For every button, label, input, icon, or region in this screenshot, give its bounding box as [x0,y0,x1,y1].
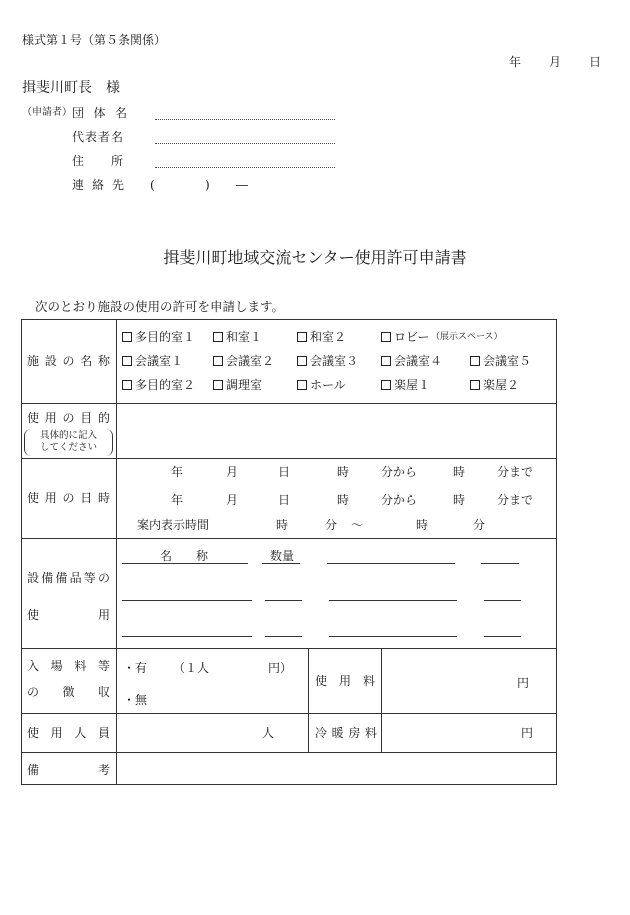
remarks-field[interactable] [118,753,556,784]
facility-option-label: 多目的室２ [135,378,196,392]
equipment-name-field[interactable] [327,549,455,564]
org-name-field[interactable] [155,105,335,120]
facility-option-label: 和室１ [226,330,263,344]
admission-yes-option[interactable]: ・有 [123,661,148,675]
date2-start-minute: 分から [381,493,418,507]
checkbox-meeting-1[interactable] [122,356,132,366]
checkbox-hall[interactable] [297,380,307,390]
admission-amount-field[interactable] [212,660,266,676]
date2-day: 日 [278,493,291,507]
checkbox-meeting-2[interactable] [213,356,223,366]
users-count-field[interactable] [118,714,258,752]
checkbox-meeting-3[interactable] [297,356,307,366]
facility-option-label: 調理室 [226,378,263,392]
row-divider [21,648,557,649]
facility-option-label: 会議室４ [394,354,443,368]
lobby-note: （展示スペース） [431,332,503,342]
representative-field[interactable] [155,129,335,144]
date-year-label: 年 [509,55,522,69]
date-month-label: 月 [549,55,562,69]
guide-display-time-label: 案内表示時間 [137,518,210,532]
checkbox-meeting-5[interactable] [470,356,480,366]
users-label: 使 用 人 員 [27,726,110,740]
aircon-fee-field[interactable] [383,714,517,752]
checkbox-meeting-4[interactable] [381,356,391,366]
facility-option-label: 多目的室１ [135,330,196,344]
facility-option-label: 会議室２ [226,354,275,368]
facility-option-label: 楽屋２ [483,378,520,392]
guide-start-minute: 分 [325,518,338,532]
purpose-note-line1: 具体的に記入 [39,430,97,441]
date1-end-hour: 時 [453,465,466,479]
contact-dash: ― [236,178,248,192]
form-number: 様式第１号（第５条関係） [22,33,167,47]
equipment-qty-field[interactable] [484,586,521,601]
equipment-name-field[interactable] [122,586,252,601]
label-column-divider [116,319,117,785]
address-label: 住 所 [72,154,123,168]
facility-option-label: 会議室３ [310,354,359,368]
facility-label: 施 設 の 名 称 [27,354,110,368]
checkbox-kitchen[interactable] [213,380,223,390]
admission-yen-close: 円） [268,661,293,675]
date1-end-minute: 分まで [497,465,534,479]
checkbox-washitsu-1[interactable] [213,332,223,342]
purpose-note-line2: してください [39,442,97,453]
checkbox-multipurpose-1[interactable] [122,332,132,342]
date1-start-minute: 分から [381,465,418,479]
guide-tilde: ～ [351,518,364,532]
checkbox-dressing-room-1[interactable] [381,380,391,390]
date1-start-hour: 時 [337,465,350,479]
equipment-name-header: 名 称 [160,549,209,563]
addressee: 揖斐川町長 様 [22,80,120,96]
remarks-label: 備 考 [27,763,110,777]
users-unit: 人 [262,726,275,740]
org-name-label: 団 体 名 [72,106,127,120]
contact-close-paren: ) [205,178,210,192]
checkbox-multipurpose-2[interactable] [122,380,132,390]
admission-no-option[interactable]: ・無 [123,693,148,707]
guide-end-minute: 分 [473,518,486,532]
equipment-qty-field[interactable] [265,586,302,601]
checkbox-lobby[interactable] [381,332,391,342]
facility-option-label: 会議室５ [483,354,532,368]
date2-end-hour: 時 [453,493,466,507]
date1-month: 月 [226,465,239,479]
purpose-label: 使 用 の 目 的 [27,411,110,425]
usage-fee-label: 使 用 料 [315,674,375,688]
date2-start-hour: 時 [337,493,350,507]
admission-label-line1: 入 場 料 等 [27,659,110,673]
equipment-label-line2: 使 用 [27,608,110,622]
row-divider [21,458,557,459]
applicant-prefix: （申請者） [22,107,72,118]
equipment-qty-field[interactable] [481,549,519,564]
checkbox-dressing-room-2[interactable] [470,380,480,390]
equipment-name-underline [122,549,248,564]
guide-end-hour: 時 [416,518,429,532]
facility-option-label: ロビー [394,330,430,344]
equipment-qty-field[interactable] [484,622,521,637]
date1-year: 年 [171,465,184,479]
fee-column-divider [381,648,382,752]
equipment-label-line1: 設備備品等の [27,571,110,585]
equipment-name-field[interactable] [329,622,457,637]
date-day-label: 日 [589,55,602,69]
equipment-name-field[interactable] [122,622,252,637]
fee-column-divider [308,648,309,752]
contact-open-paren: ( [150,178,155,192]
checkbox-washitsu-2[interactable] [297,332,307,342]
datetime-label: 使 用 の 日 時 [27,491,110,505]
aircon-fee-unit: 円 [521,726,534,740]
usage-fee-field[interactable] [383,650,513,711]
date2-month: 月 [226,493,239,507]
guide-start-hour: 時 [276,518,289,532]
facility-option-label: 和室２ [310,330,347,344]
equipment-qty-header: 数量 [270,549,295,563]
intro-text: 次のとおり施設の使用の許可を申請します。 [35,299,285,314]
representative-label: 代表者名 [72,130,123,144]
row-divider [21,538,557,539]
usage-fee-unit: 円 [517,676,530,690]
purpose-field[interactable] [118,404,556,458]
date2-end-minute: 分まで [497,493,534,507]
facility-option-label: 会議室１ [135,354,184,368]
date2-year: 年 [171,493,184,507]
admission-per-person: （１人 [173,661,210,675]
facility-option-label: 楽屋１ [394,378,431,392]
contact-area-code-field[interactable] [157,177,203,193]
equipment-qty-underline [262,549,300,564]
facility-option-label: ホール [310,378,346,392]
page-title: 揖斐川町地域交流センター使用許可申請書 [163,248,467,267]
aircon-fee-label: 冷 暖 房 料 [315,726,377,740]
date1-day: 日 [278,465,291,479]
contact-number-field[interactable] [252,177,336,193]
equipment-name-field[interactable] [329,586,457,601]
equipment-qty-field[interactable] [265,622,302,637]
contact-label: 連 絡 先 [72,178,124,192]
address-field[interactable] [155,153,335,168]
admission-label-line2: の 徴 収 [27,685,110,699]
